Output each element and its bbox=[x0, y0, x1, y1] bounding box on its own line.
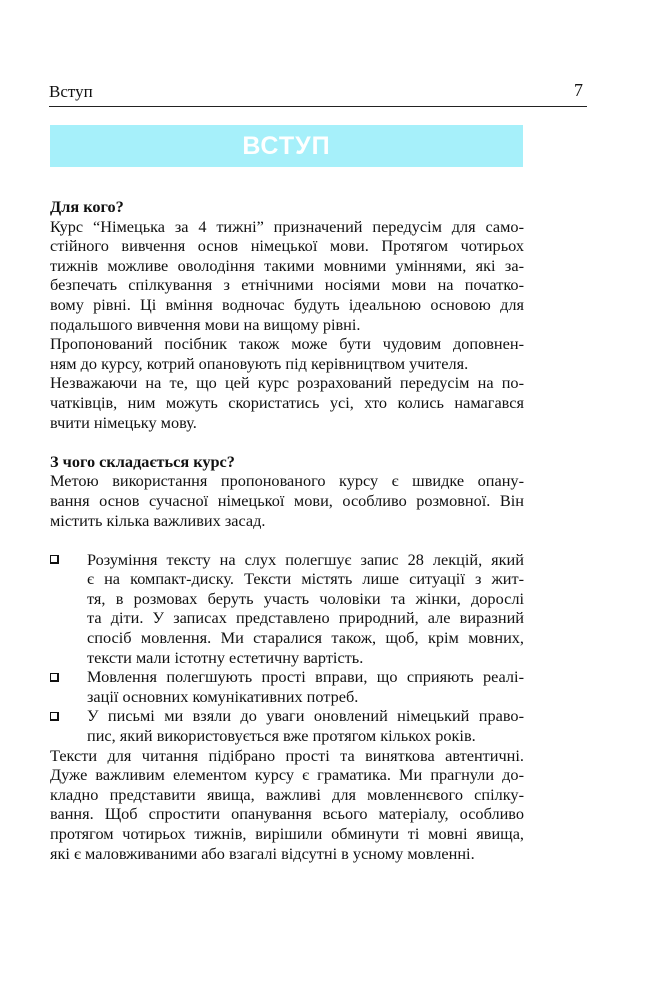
text-line: ням до курсу, котрий опановують під керівництвом учителя. bbox=[50, 353, 469, 373]
checkbox-bullet-icon bbox=[50, 550, 62, 570]
text-line: вання. Щоб спростити опанування всього матеріалу, особливо bbox=[50, 804, 524, 824]
text-line: тижнів можливе оволодіння такими мовними уміннями, які за- bbox=[50, 255, 524, 275]
body-text bbox=[50, 197, 524, 863]
text-line: зації основних комунікативних потреб. bbox=[87, 686, 359, 706]
chapter-banner bbox=[50, 125, 523, 167]
text-line: є на компакт-диску. Тексти містять лише ситуації з жит- bbox=[87, 569, 524, 589]
text-line: Курс “Німецька за 4 тижні” призначений передусім для само- bbox=[50, 216, 524, 236]
text-line: тексти мали істотну естетичну вартість. bbox=[87, 647, 364, 667]
text-line: Незважаючи на те, що цей курс розрахований передусім на по- bbox=[50, 373, 524, 393]
text-line: та діти. У записах представлено природний, але виразний bbox=[87, 608, 524, 628]
text-line: Мовлення полегшують прості вправи, що сприяють реалі- bbox=[87, 667, 524, 687]
spacer bbox=[50, 530, 524, 550]
text-line: вання основ сучасної німецької мови, особливо розмовної. Він bbox=[50, 490, 524, 510]
section-name: Вступ bbox=[49, 82, 93, 101]
text-line: Дуже важливим елементом курсу є граматика. Ми прагнули до- bbox=[50, 765, 524, 785]
text-line: Тексти для читання підібрано прості та виняткова автентичні. bbox=[50, 745, 524, 765]
text-line: чатківців, ним можуть скористатись усі, хто колись намагався bbox=[50, 392, 524, 412]
chapter-title: ВСТУП bbox=[242, 131, 331, 160]
bullet-writing bbox=[50, 706, 524, 745]
heading-course-structure: З чого складається курс? bbox=[50, 451, 235, 471]
text-line: кладно представити явища, важливі для мовленнєвого спілку- bbox=[50, 784, 524, 804]
text-line: пис, який використовується вже протягом кількох років. bbox=[87, 726, 476, 746]
text-line: протягом чотирьох тижнів, вирішили обминути ті мовні явища, bbox=[50, 824, 524, 843]
bullet-speaking bbox=[50, 667, 524, 706]
text-line: тя, в розмовах беруть участь чоловіки та жінки, дорослі bbox=[87, 588, 524, 608]
text-line: Метою використання пропонованого курсу є швидке опану- bbox=[50, 471, 524, 491]
paragraph-course-structure bbox=[50, 471, 524, 530]
paragraph-for-whom bbox=[50, 217, 524, 433]
text-line: подальшого вивчення мови на вищому рівні. bbox=[50, 314, 361, 334]
paragraph-closing bbox=[50, 746, 524, 864]
page-number: 7 bbox=[574, 80, 583, 100]
text-line: вчити німецьку мову. bbox=[50, 412, 197, 432]
text-line: вому рівні. Ці вміння водночас будуть ідеальною основою для bbox=[50, 294, 524, 314]
running-header bbox=[49, 80, 587, 107]
text-line: безпечать спілкування з етнічними носіями мови на початко- bbox=[50, 275, 524, 295]
checkbox-bullet-icon bbox=[50, 667, 62, 687]
heading-for-whom: Для кого? bbox=[50, 197, 124, 216]
text-line: стійного вивчення основ німецької мови. Протягом чотирьох bbox=[50, 236, 524, 256]
text-line: У письмі ми взяли до уваги оновлений німецький право- bbox=[87, 706, 524, 726]
text-line: містить кілька важливих засад. bbox=[50, 510, 266, 530]
text-line: які є маловживаними або взагалі відсутні в усному мовленні. bbox=[50, 843, 475, 863]
text-line: Розуміння тексту на слух полегшує запис 28 лекцій, який bbox=[87, 549, 524, 569]
text-line: Пропонований посібник також може бути чудовим доповнен- bbox=[50, 334, 524, 354]
bullet-listening bbox=[50, 550, 524, 668]
spacer bbox=[50, 432, 524, 452]
text-line: спосіб мовлення. Ми старалися також, щоб, крім мовних, bbox=[87, 628, 524, 648]
checkbox-bullet-icon bbox=[50, 706, 62, 726]
